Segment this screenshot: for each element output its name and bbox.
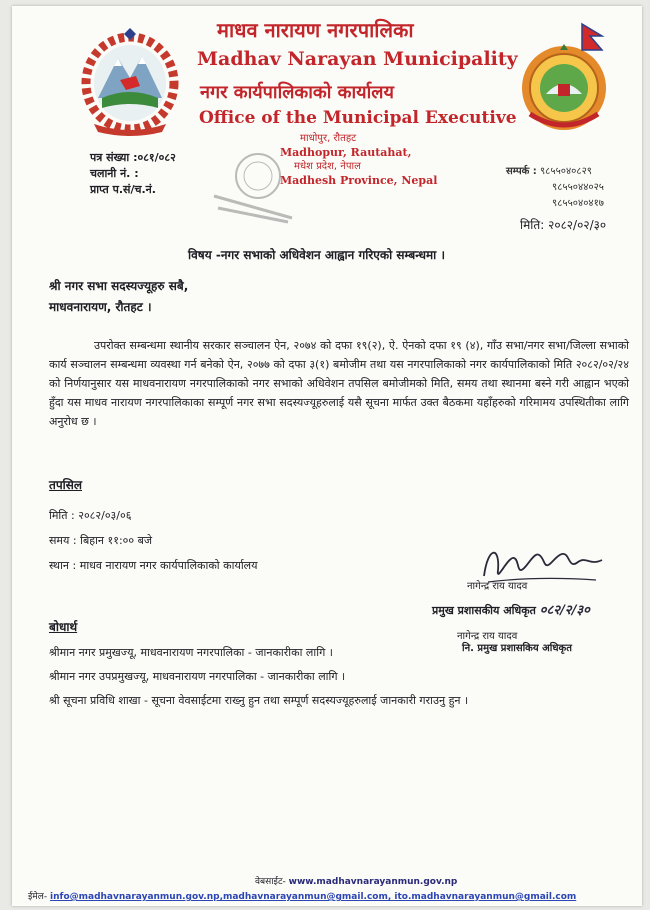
received-number: प्राप्त प.सं/च.नं.: [90, 183, 156, 196]
schedule-date: मिति : २०८२/०३/०६: [49, 509, 132, 522]
letter-number: पत्र संख्या :०८१/०८२: [90, 151, 176, 164]
municipality-name-np: माधव नारायण नगरपालिका: [217, 18, 414, 42]
email-label: ईमेल-: [28, 892, 48, 902]
signatory-title: [432, 600, 590, 618]
nepal-emblem-logo: [80, 28, 180, 138]
nepal-flag-icon: [580, 22, 606, 52]
signatory-footer-title: नि. प्रमुख प्रशासकिय अधिकृत: [462, 643, 572, 654]
cc-line-1: श्रीमान नगर प्रमुखज्यू, माधवनारायण नगरपालिका - जानकारीका लागि ।: [49, 646, 333, 659]
phone-2: ९८५५०४४०२५: [552, 182, 604, 193]
cc-line-3: श्री सूचना प्रविधि शाखा - सूचना वेवसाईटमा राख्नु हुन तथा सम्पूर्ण सदस्यज्यूहरुलाई जानकारी गराउनु हुन ।: [49, 694, 469, 707]
office-name-en: Office of the Municipal Executive: [199, 108, 517, 128]
contact-line-1: [506, 164, 604, 180]
email-links[interactable]: info@madhavnarayanmun.gov.np,madhavnarayanmun@gmail.com, ito.madhavnarayanmun@gmail.com: [50, 892, 577, 902]
letter-subject: विषय -नगर सभाको अधिवेशन आह्वान गरिएको सम्बन्धमा ।: [188, 248, 445, 262]
website-line: [255, 874, 457, 887]
website-label: वेबसाईट-: [255, 877, 286, 887]
email-line: [28, 889, 576, 902]
office-name-np: नगर कार्यपालिकाको कार्यालय: [200, 82, 394, 103]
contact-label: सम्पर्क :: [506, 166, 537, 177]
cc-heading: बोधार्थ: [49, 620, 78, 634]
cc-line-2: श्रीमान नगर उपप्रमुखज्यू, माधवनारायण नगरपालिका - जानकारीका लागि ।: [49, 670, 346, 683]
reference-block: [90, 150, 176, 198]
website-link[interactable]: www.madhavnarayanmun.gov.np: [288, 877, 458, 887]
signatory-footer-name: नागेन्द्र राय यादव: [457, 631, 518, 642]
signatory-name: नागेन्द्र राय यादव: [467, 581, 528, 592]
letter-page: [12, 6, 642, 906]
letter-date: मिति: २०८२/०२/३०: [520, 218, 607, 232]
schedule-block: [49, 503, 258, 578]
signatory-title-text: प्रमुख प्रशासकीय अधिकृत: [432, 604, 536, 617]
phone-1: ९८५५०४०८२९: [539, 166, 592, 177]
signature-date: ०८२/२/३०: [539, 603, 590, 618]
municipality-logo: [520, 44, 608, 132]
schedule-heading: तपसिल: [49, 478, 83, 492]
province-np: मधेश प्रदेश, नेपाल: [294, 161, 361, 172]
office-stamp: [208, 146, 298, 226]
contact-block: [506, 164, 604, 212]
province-en: Madhesh Province, Nepal: [280, 174, 438, 187]
schedule-place: स्थान : माधव नारायण नगर कार्यपालिकाको कार्यालय: [49, 559, 258, 572]
recipient-line-2: माधवनारायण, रौतहट ।: [49, 300, 152, 314]
schedule-time: समय : बिहान ११:०० बजे: [49, 534, 153, 547]
letter-body: उपरोक्त सम्बन्धमा स्थानीय सरकार सञ्चालन ऐन, २०७४ को दफा १९(२), ऐ. ऐनको दफा १९ (४), गाँउ सभा/नगर सभा/जिल्ला सभाको कार्य सञ्चालन सम्बन्धमा व्यवस्था गर्न बनेको ऐन, २०७७ को दफा ३(१) बमोजीम तथा यस नगरपालिकाको नगर कार्यपालिकाको मिति २०८२/०२/२४ को निर्णयानुसार यस माधवनारायण नगरपालिकाको नगर सभाको अधिवेशन तपसिल बमोजीमको मिति, समय तथा स्थानमा बस्ने गरी आह्वान भएको हुँदा यस माधव नारायण नगरपालिकाका सम्पूर्ण नगर सभा सदस्यज्यूहरुलाई यसै सूचना मार्फत उक्त बैठकमा यहाँहरुको गरिमामय उपस्थितीका लागि अनुरोध छ ।: [49, 339, 629, 428]
dispatch-number: चलानी नं. :: [90, 167, 139, 180]
recipient-line-1: श्री नगर सभा सदस्यज्यूहरु सबै,: [49, 279, 189, 293]
office-address: [280, 132, 437, 188]
phone-3: ९८५५०४०४१७: [552, 198, 604, 209]
address-en: Madhopur, Rautahat,: [280, 146, 412, 159]
cc-list: [49, 641, 468, 713]
address-np: माधोपुर, रौतहट: [300, 133, 357, 144]
municipality-name-en: Madhav Narayan Municipality: [197, 48, 518, 70]
recipient-block: [49, 276, 188, 318]
